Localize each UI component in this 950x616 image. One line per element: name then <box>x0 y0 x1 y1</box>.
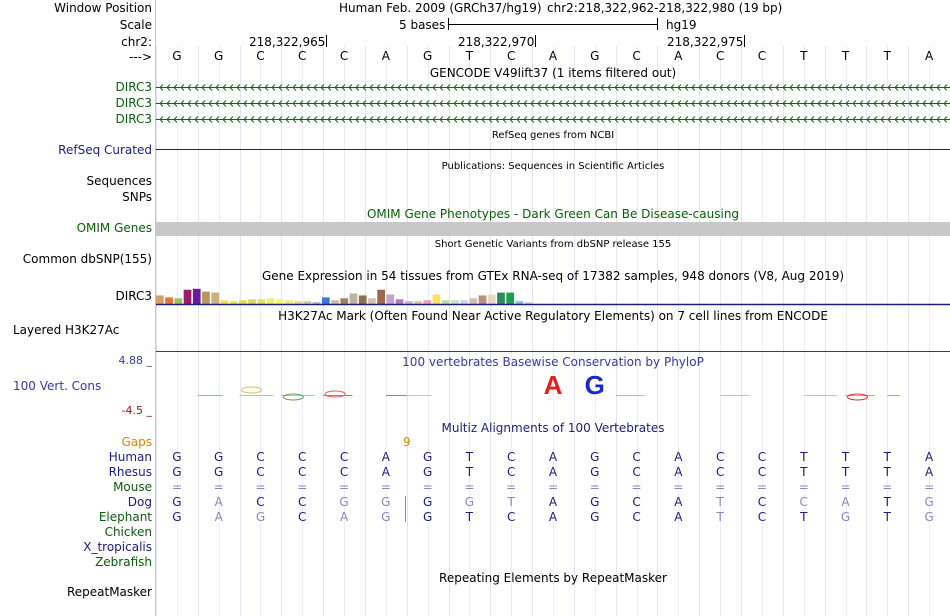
h3k27ac-signal-line[interactable] <box>156 351 950 352</box>
alignment-base: A <box>381 450 390 464</box>
species-chicken-label[interactable]: Chicken <box>104 525 152 539</box>
alignment-base: T <box>800 510 808 524</box>
phylop-logo[interactable] <box>156 372 950 412</box>
alignment-base: = <box>213 480 224 494</box>
position-tick-label-1: 218,322,965 <box>249 35 326 49</box>
alignment-base: C <box>507 450 516 464</box>
alignment-base: G <box>422 495 433 509</box>
gtex-tissue-bar <box>304 301 312 304</box>
alignment-base: A <box>548 510 558 524</box>
alignment-base: C <box>632 465 641 479</box>
alignment-base: A <box>214 510 223 524</box>
alignment-base: G <box>840 510 851 524</box>
alignment-base: G <box>381 495 391 509</box>
alignment-base: G <box>422 465 433 479</box>
alignment-base: = <box>840 480 851 494</box>
sequence-base: C <box>632 49 641 63</box>
alignment-base: G <box>590 450 600 464</box>
sequence-base: G <box>590 49 600 63</box>
refseq-track-title: RefSeq genes from NCBI <box>491 130 615 141</box>
gtex-tissue-bar <box>174 298 182 304</box>
track-label-column <box>0 0 154 616</box>
alignment-base: C <box>715 465 725 479</box>
phylop-conserved-letter: A <box>543 372 563 400</box>
alignment-base: T <box>800 465 808 479</box>
alignment-base: G <box>924 495 934 509</box>
alignment-base: A <box>924 465 934 479</box>
gap-marker <box>405 496 406 522</box>
gtex-expression-chart[interactable] <box>156 284 950 306</box>
alignment-base: = <box>380 480 391 494</box>
scale-bar-text: 5 bases <box>399 18 446 32</box>
sequence-base: C <box>507 49 516 63</box>
scale-bar <box>448 18 658 30</box>
alignment-base: G <box>464 495 475 509</box>
gtex-tissue-bar <box>423 300 431 304</box>
gtex-tissue-bar <box>276 299 284 304</box>
species-rhesus-label[interactable]: Rhesus <box>108 465 152 479</box>
sequence-base: T <box>800 49 808 63</box>
alignment-base: = <box>589 480 600 494</box>
alignment-base: G <box>172 450 182 464</box>
alignment-base: T <box>800 450 808 464</box>
alignment-base: C <box>757 510 767 524</box>
refseq-transcript-line[interactable] <box>156 149 950 150</box>
alignment-base: T <box>465 510 474 524</box>
alignment-base: A <box>381 465 390 479</box>
sequence-base: T <box>883 49 891 63</box>
alignment-base: = <box>715 480 726 494</box>
sequence-base: T <box>465 49 474 63</box>
species-dog-label[interactable]: Dog <box>127 495 152 509</box>
region-text: chr2:218,322,962-218,322,980 (19 bp) <box>547 1 783 15</box>
conservation-min-label: -4.5 _ <box>121 404 152 417</box>
gtex-tissue-bar <box>294 301 302 304</box>
sequence-base: T <box>841 49 850 63</box>
gtex-tissue-bar <box>285 300 293 304</box>
gtex-tissue-bar <box>239 300 247 304</box>
gtex-tissue-bar <box>313 302 321 304</box>
gtex-tissue-bar <box>184 290 192 304</box>
layered-h3k27ac-label[interactable]: Layered H3K27Ac <box>13 323 120 337</box>
window-position-label: Window Position <box>54 1 152 15</box>
gtex-tissue-bar <box>396 299 404 304</box>
gtex-tissue-bar <box>460 300 468 304</box>
alignment-base: C <box>256 450 265 464</box>
gtex-tissue-bar <box>340 298 348 304</box>
conservation-max-label: 4.88 _ <box>118 354 152 367</box>
sequence-base: C <box>298 49 307 63</box>
alignment-base: = <box>673 480 684 494</box>
alignment-base: G <box>422 450 433 464</box>
alignment-base: A <box>924 450 934 464</box>
alignment-base: C <box>298 450 307 464</box>
omim-genes-label[interactable]: OMIM Genes <box>76 221 152 235</box>
alignment-base: C <box>298 465 307 479</box>
omim-feature-bar[interactable] <box>156 222 950 236</box>
gtex-tissue-bar <box>506 293 514 304</box>
sequence-base: G <box>422 49 433 63</box>
alignment-base: C <box>799 495 808 509</box>
alignment-base: C <box>256 465 265 479</box>
alignment-base: T <box>465 450 474 464</box>
alignment-base: T <box>716 495 724 509</box>
gencode-dirc3-label-2[interactable]: DIRC3 <box>115 96 152 110</box>
alignment-base: T <box>883 510 891 524</box>
gaps-label: Gaps <box>121 435 152 449</box>
gaps-count: 9 <box>403 435 411 449</box>
alignment-base: T <box>507 495 515 509</box>
alignment-base: C <box>632 450 641 464</box>
alignment-base: T <box>883 450 891 464</box>
scale-label: Scale <box>119 18 152 32</box>
alignment-base: C <box>632 510 641 524</box>
snps-label[interactable]: SNPs <box>122 190 152 204</box>
gtex-tissue-bar <box>368 298 376 304</box>
alignment-base: A <box>339 510 349 524</box>
alignment-base: G <box>214 465 224 479</box>
gencode-dirc3-label-1[interactable]: DIRC3 <box>115 80 152 94</box>
alignment-base: T <box>841 465 850 479</box>
species-elephant-label[interactable]: Elephant <box>98 510 152 524</box>
sequence-base: C <box>339 49 349 63</box>
gtex-tissue-bar <box>386 295 394 305</box>
gtex-track-title: Gene Expression in 54 tissues from GTEx RNA-seq of 17382 samples, 948 donors (V8, Aug 2019) <box>261 269 845 283</box>
gtex-tissue-bar <box>359 295 367 304</box>
gtex-tissue-bar <box>414 301 422 304</box>
sequence-base: A <box>924 49 934 63</box>
phylop-small-letter <box>848 394 868 400</box>
repeatmasker-track-title: Repeating Elements by RepeatMasker <box>439 571 667 585</box>
phylop-small-letter <box>242 387 262 393</box>
alignment-base: T <box>716 510 724 524</box>
gtex-tissue-bar <box>469 298 477 304</box>
gtex-tissue-bar <box>405 301 413 304</box>
alignment-base: = <box>297 480 308 494</box>
gtex-tissue-bar <box>257 299 265 304</box>
alignment-base: = <box>798 480 809 494</box>
sequence-base: C <box>757 49 767 63</box>
alignment-base: G <box>172 465 182 479</box>
sequence-base: A <box>381 49 390 63</box>
phylop-track-title: 100 vertebrates Basewise Conservation by PhyloP <box>402 355 704 369</box>
dbsnp-track-title: Short Genetic Variants from dbSNP release 155 <box>434 239 672 250</box>
conservation-track-label[interactable]: 100 Vert. Cons <box>13 379 102 393</box>
position-tick-label-2: 218,322,970 <box>458 35 535 49</box>
common-dbsnp-label[interactable]: Common dbSNP(155) <box>22 252 152 266</box>
alignment-base: T <box>841 450 850 464</box>
gtex-tissue-bar <box>451 300 459 304</box>
alignment-base: G <box>381 510 391 524</box>
alignment-base: G <box>172 510 182 524</box>
gtex-tissue-bar <box>156 295 164 304</box>
gencode-track-title: GENCODE V49lift37 (1 items filtered out) <box>429 66 677 80</box>
alignment-base: G <box>214 450 224 464</box>
alignment-base: A <box>214 495 223 509</box>
alignment-base: C <box>632 495 641 509</box>
alignment-base: A <box>548 465 558 479</box>
alignment-base: C <box>757 465 767 479</box>
gtex-tissue-bar <box>442 300 450 304</box>
repeatmasker-label[interactable]: RepeatMasker <box>66 585 152 599</box>
alignment-base: = <box>422 480 433 494</box>
alignment-base: A <box>674 495 683 509</box>
alignment-base: G <box>924 510 934 524</box>
gtex-tissue-bar <box>202 292 210 304</box>
alignment-base: C <box>256 495 265 509</box>
species-xtropicalis-label[interactable]: X_tropicalis <box>83 540 152 554</box>
sequence-base: G <box>172 49 182 63</box>
gencode-transcripts[interactable] <box>156 81 950 127</box>
alignment-base: C <box>339 450 349 464</box>
gtex-tissue-bar <box>165 297 173 304</box>
sequence-base: A <box>674 49 683 63</box>
alignment-base: A <box>548 450 558 464</box>
alignment-base: = <box>506 480 517 494</box>
alignment-base: A <box>548 495 558 509</box>
alignment-base: = <box>171 480 182 494</box>
gtex-gene-label[interactable]: DIRC3 <box>115 289 152 303</box>
gtex-tissue-bar <box>230 301 238 304</box>
refseq-curated-label[interactable]: RefSeq Curated <box>58 143 152 157</box>
alignment-base: = <box>547 480 559 494</box>
alignment-base: = <box>924 480 935 494</box>
scale-db-text: hg19 <box>666 18 697 32</box>
alignment-base: G <box>255 510 266 524</box>
alignment-base: = <box>631 480 642 494</box>
gtex-tissue-bar <box>331 300 339 304</box>
alignment-base: = <box>255 480 266 494</box>
alignment-base: C <box>339 465 349 479</box>
gtex-tissue-bar <box>221 300 229 304</box>
species-mouse-label[interactable]: Mouse <box>113 480 152 494</box>
alignment-base: = <box>882 480 893 494</box>
sequence-base: C <box>715 49 725 63</box>
alignment-base: C <box>757 450 767 464</box>
alignment-base: T <box>883 465 891 479</box>
alignment-base: G <box>590 495 600 509</box>
gtex-tissue-bar <box>267 298 275 304</box>
alignment-base: G <box>339 495 349 509</box>
species-zebrafish-label[interactable]: Zebrafish <box>95 555 152 569</box>
h3k27ac-track-title: H3K27Ac Mark (Often Found Near Active Regulatory Elements) on 7 cell lines from ENCODE <box>278 309 828 323</box>
assembly-text: Human Feb. 2009 (GRCh37/hg19) <box>339 1 542 15</box>
sequence-base: G <box>214 49 224 63</box>
alignment-base: T <box>883 495 891 509</box>
phylop-conserved-letter: G <box>584 372 605 400</box>
omim-track-title: OMIM Gene Phenotypes - Dark Green Can Be Disease-causing <box>366 207 740 221</box>
gtex-tissue-bar <box>193 289 201 304</box>
gtex-tissue-bar <box>322 297 330 304</box>
gtex-tissue-bar <box>248 299 256 304</box>
sequence-base: A <box>548 49 558 63</box>
tracks-image[interactable] <box>156 0 950 616</box>
chromosome-label: chr2: <box>121 35 152 49</box>
alignment-base: = <box>339 480 350 494</box>
alignment-base: G <box>590 510 600 524</box>
phylop-small-letter <box>325 391 345 397</box>
gtex-tissue-bar <box>211 293 219 304</box>
alignment-base: C <box>507 510 516 524</box>
alignment-base: A <box>674 510 683 524</box>
species-human-label[interactable]: Human <box>108 450 152 464</box>
alignment-base: C <box>298 495 307 509</box>
position-tick-label-3: 218,322,975 <box>667 35 744 49</box>
gtex-tissue-bar <box>516 301 524 304</box>
publications-track-title: Publications: Sequences in Scientific Articles <box>441 161 665 172</box>
gtex-tissue-bar <box>525 302 533 304</box>
strand-arrow-label: ---> <box>128 50 152 64</box>
alignment-base: C <box>715 450 725 464</box>
gtex-tissue-bar <box>488 295 496 305</box>
sequence-base: C <box>256 49 265 63</box>
alignment-base: G <box>590 465 600 479</box>
gtex-tissue-bar <box>377 290 385 304</box>
alignment-base: A <box>841 495 850 509</box>
sequences-label[interactable]: Sequences <box>86 174 152 188</box>
alignment-base: = <box>464 480 475 494</box>
alignment-base: A <box>674 450 683 464</box>
gtex-tissue-bar <box>497 293 505 304</box>
alignment-base: T <box>465 465 474 479</box>
alignment-base: C <box>298 510 307 524</box>
alignment-base: A <box>674 465 683 479</box>
alignment-base: G <box>422 510 433 524</box>
multiz-track-title: Multiz Alignments of 100 Vertebrates <box>441 421 665 435</box>
gencode-dirc3-label-3[interactable]: DIRC3 <box>115 112 152 126</box>
gtex-tissue-bar <box>350 294 358 304</box>
alignment-base: C <box>507 465 516 479</box>
gtex-tissue-bar <box>479 295 487 304</box>
gtex-tissue-bar <box>433 295 441 305</box>
alignment-base: G <box>172 495 182 509</box>
alignment-base: = <box>756 480 767 494</box>
alignment-base: C <box>757 495 767 509</box>
phylop-small-letter <box>283 394 303 400</box>
